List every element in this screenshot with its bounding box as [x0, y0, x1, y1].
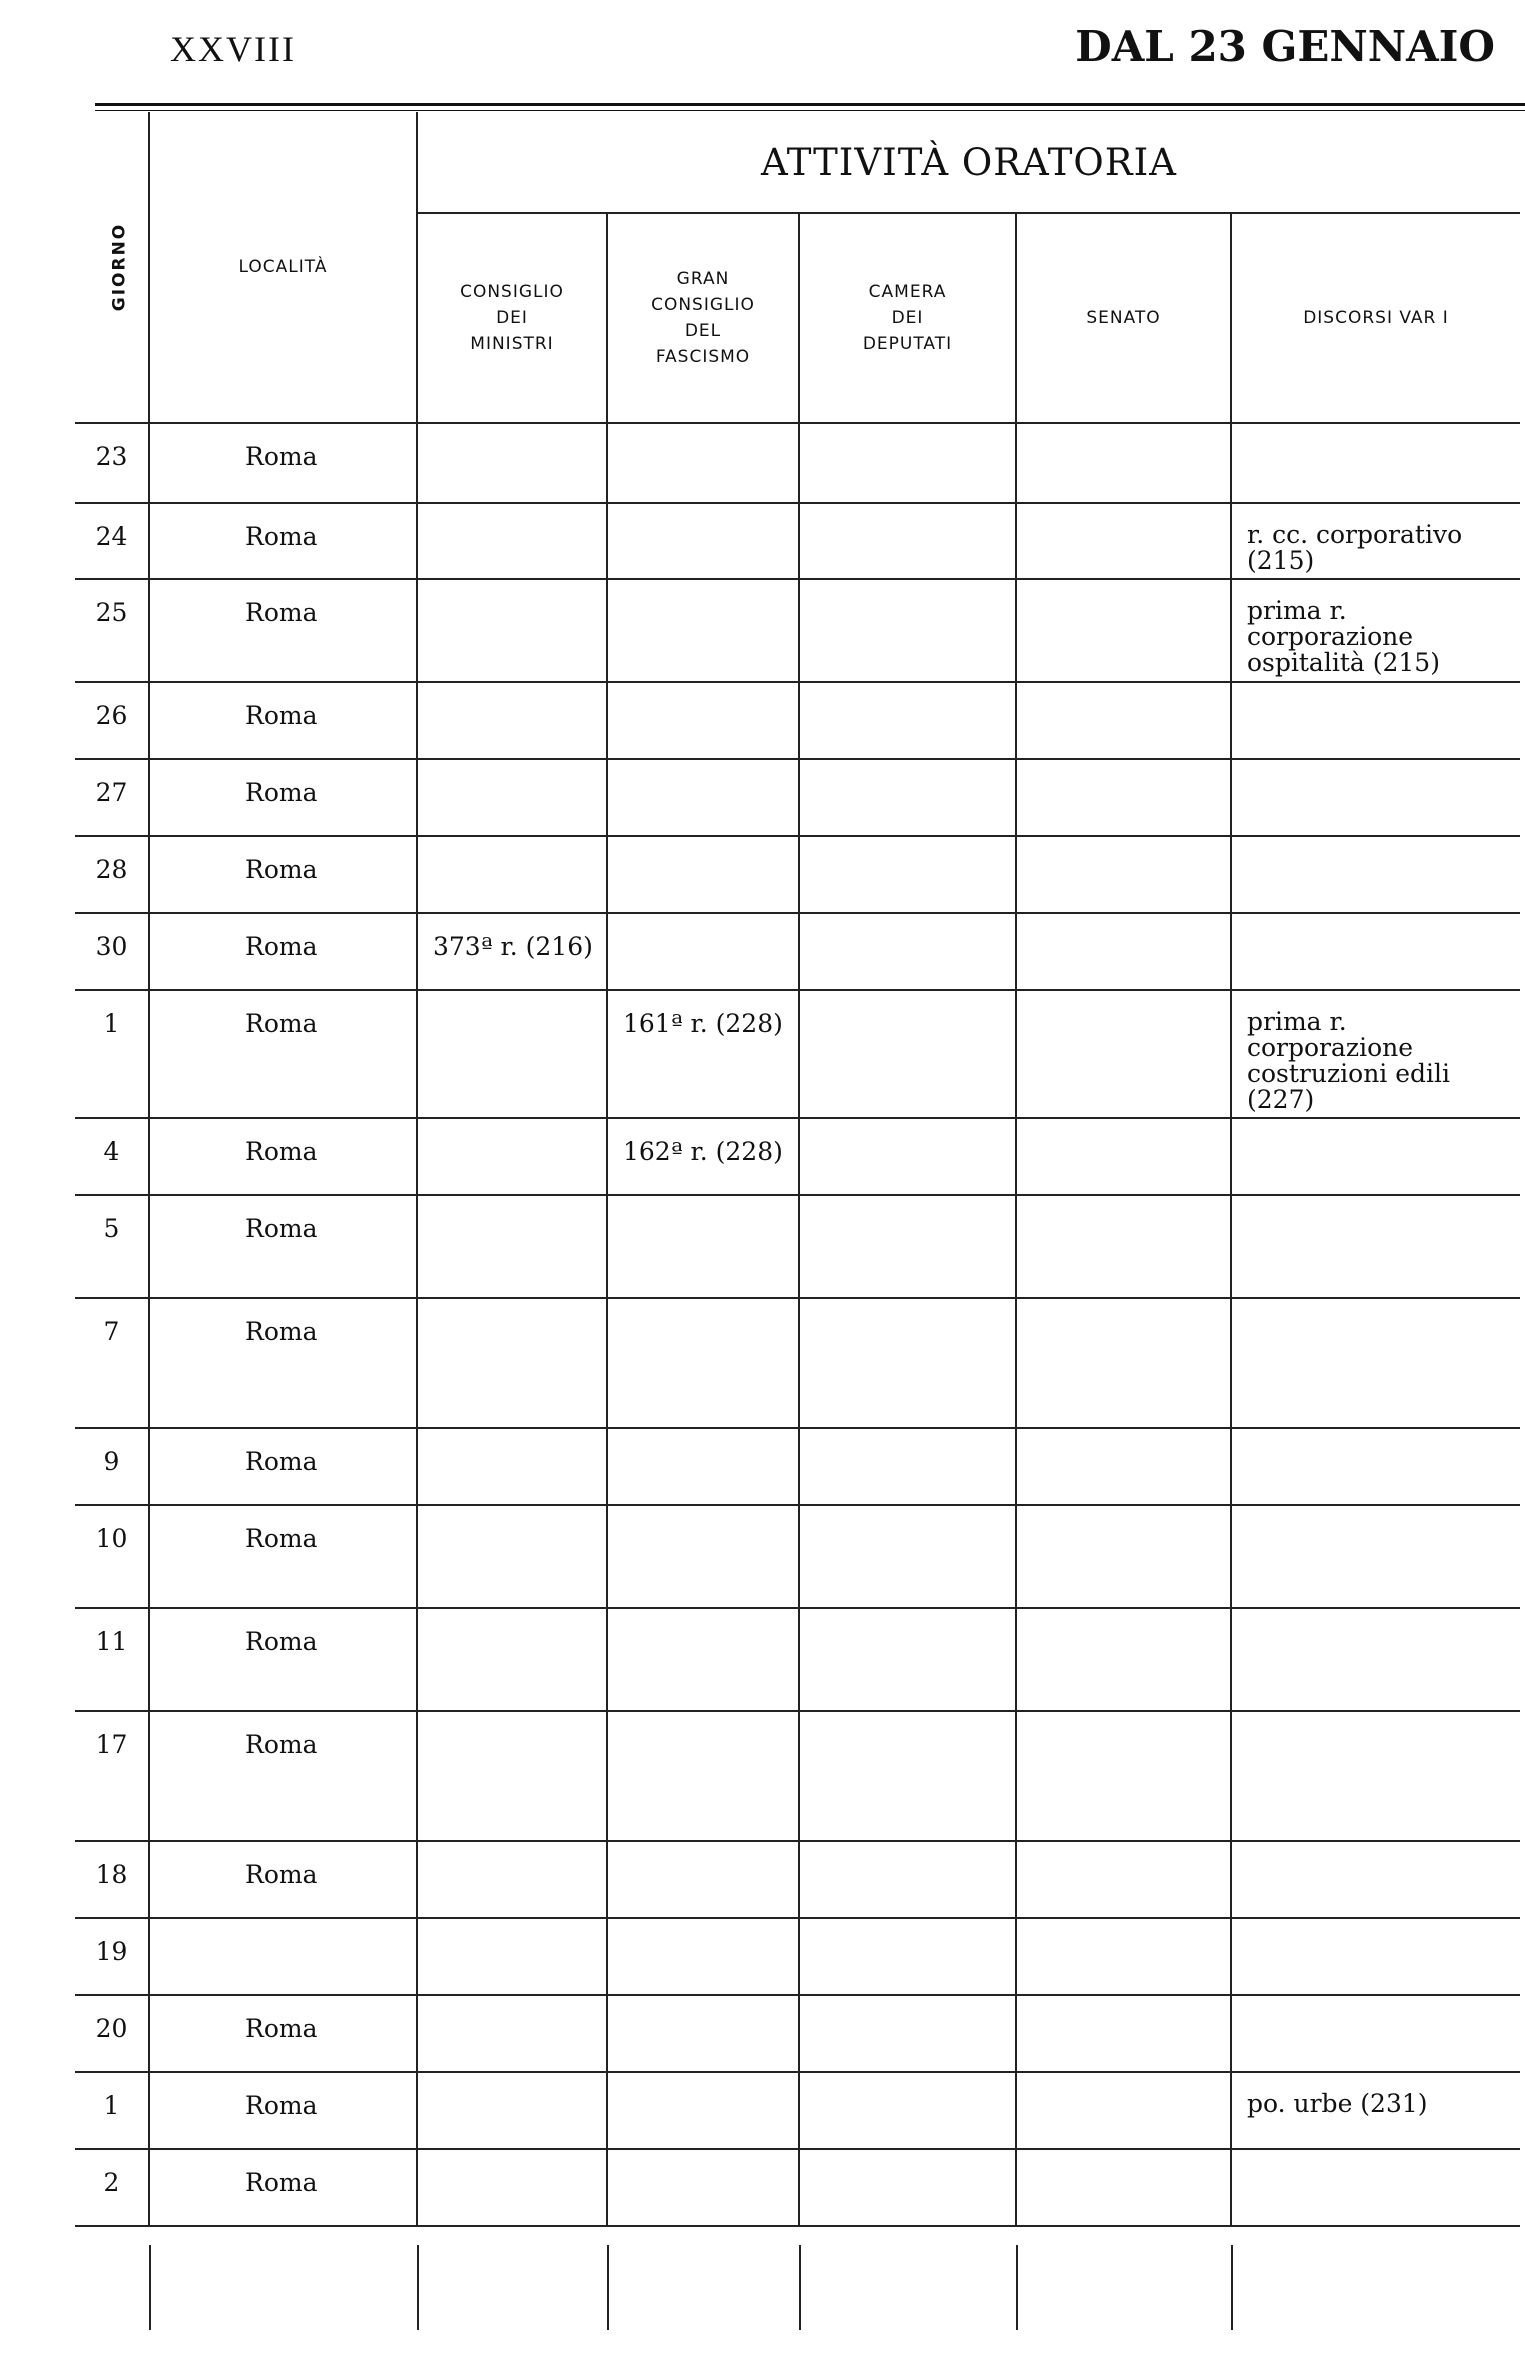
discorso-line: costruzioni edili (227) — [1247, 1059, 1451, 1114]
trailing-rule — [1231, 2245, 1233, 2330]
cell-gran-consiglio — [607, 2072, 799, 2149]
cell-camera — [799, 1711, 1016, 1841]
attivita-table — [75, 112, 1520, 2227]
table-row — [75, 759, 1520, 836]
table-row — [75, 990, 1520, 1118]
cell-giorno: 30 — [75, 913, 149, 990]
table-row — [75, 423, 1520, 503]
cell-discorsi-vari — [1231, 1195, 1520, 1298]
table-trailing-rules — [75, 2245, 1520, 2330]
cell-discorsi-vari — [1231, 1298, 1520, 1428]
table-row — [75, 1608, 1520, 1711]
cell-gran-consiglio — [607, 1195, 799, 1298]
cell-consiglio-ministri — [417, 990, 607, 1118]
cell-consiglio-ministri — [417, 1995, 607, 2072]
cell-discorsi-vari — [1231, 759, 1520, 836]
cell-camera — [799, 1195, 1016, 1298]
cell-giorno: 1 — [75, 2072, 149, 2149]
cell-gran-consiglio — [607, 836, 799, 913]
cell-consiglio-ministri — [417, 1918, 607, 1995]
cell-discorsi-vari — [1231, 1995, 1520, 2072]
cell-gran-consiglio: 162ª r. (228) — [607, 1118, 799, 1195]
cell-gran-consiglio — [607, 1841, 799, 1918]
cell-localita: Roma — [149, 1841, 417, 1918]
header-line: SENATO — [1086, 308, 1161, 328]
cell-discorsi-vari — [1231, 2149, 1520, 2226]
header-line: CONSIGLIO — [651, 295, 755, 315]
trailing-rule — [417, 2245, 419, 2330]
cell-camera — [799, 759, 1016, 836]
cell-senato — [1016, 503, 1231, 579]
header-discorsi-vari — [1231, 213, 1520, 423]
cell-giorno: 4 — [75, 1118, 149, 1195]
cell-camera — [799, 579, 1016, 682]
header-attivita-oratoria: ATTIVITÀ ORATORIA — [417, 112, 1520, 213]
cell-consiglio-ministri — [417, 503, 607, 579]
cell-consiglio-ministri — [417, 682, 607, 759]
cell-consiglio-ministri — [417, 759, 607, 836]
cell-localita: Roma — [149, 1428, 417, 1505]
header-senato — [1016, 213, 1231, 423]
cell-gran-consiglio — [607, 2149, 799, 2226]
table-row — [75, 579, 1520, 682]
table-row — [75, 682, 1520, 759]
cell-gran-consiglio — [607, 1995, 799, 2072]
cell-senato — [1016, 1118, 1231, 1195]
header-line: MINISTRI — [470, 334, 554, 354]
cell-camera — [799, 1428, 1016, 1505]
cell-consiglio-ministri — [417, 1298, 607, 1428]
cell-giorno: 19 — [75, 1918, 149, 1995]
cell-giorno: 24 — [75, 503, 149, 579]
table-row — [75, 1505, 1520, 1608]
cell-senato — [1016, 1608, 1231, 1711]
trailing-rule — [149, 2245, 151, 2330]
header-line: CONSIGLIO — [460, 282, 564, 302]
cell-gran-consiglio — [607, 682, 799, 759]
discorso-line: prima r. corporazione — [1247, 1007, 1414, 1062]
cell-senato — [1016, 1841, 1231, 1918]
cell-consiglio-ministri — [417, 579, 607, 682]
cell-senato — [1016, 990, 1231, 1118]
table-row — [75, 1118, 1520, 1195]
top-rule — [95, 103, 1525, 106]
cell-senato — [1016, 759, 1231, 836]
cell-camera — [799, 2072, 1016, 2149]
cell-giorno: 7 — [75, 1298, 149, 1428]
cell-senato — [1016, 2072, 1231, 2149]
cell-camera — [799, 1918, 1016, 1995]
cell-discorsi-vari — [1231, 1918, 1520, 1995]
cell-localita: Roma — [149, 1505, 417, 1608]
cell-consiglio-ministri — [417, 2072, 607, 2149]
cell-camera — [799, 682, 1016, 759]
cell-gran-consiglio — [607, 423, 799, 503]
header-line: GRAN — [676, 269, 730, 289]
cell-discorsi-vari — [1231, 1608, 1520, 1711]
cell-consiglio-ministri — [417, 1118, 607, 1195]
cell-discorsi-vari — [1231, 1841, 1520, 1918]
header-line: DEPUTATI — [862, 334, 953, 354]
cell-consiglio-ministri — [417, 1711, 607, 1841]
cell-giorno: 9 — [75, 1428, 149, 1505]
cell-gran-consiglio — [607, 913, 799, 990]
cell-camera — [799, 1841, 1016, 1918]
table-row — [75, 2072, 1520, 2149]
cell-localita: Roma — [149, 1995, 417, 2072]
header-line: CAMERA — [868, 282, 947, 302]
table-row — [75, 836, 1520, 913]
cell-discorsi-vari — [1231, 579, 1520, 682]
cell-localita: Roma — [149, 1608, 417, 1711]
cell-camera — [799, 503, 1016, 579]
cell-senato — [1016, 579, 1231, 682]
cell-senato — [1016, 2149, 1231, 2226]
cell-gran-consiglio — [607, 503, 799, 579]
cell-discorsi-vari — [1231, 836, 1520, 913]
cell-senato — [1016, 682, 1231, 759]
cell-gran-consiglio — [607, 1505, 799, 1608]
cell-consiglio-ministri — [417, 423, 607, 503]
trailing-rule — [1016, 2245, 1018, 2330]
cell-giorno: 5 — [75, 1195, 149, 1298]
cell-discorsi-vari — [1231, 423, 1520, 503]
cell-giorno: 10 — [75, 1505, 149, 1608]
cell-senato — [1016, 1195, 1231, 1298]
cell-senato — [1016, 1918, 1231, 1995]
cell-camera — [799, 1505, 1016, 1608]
cell-camera — [799, 423, 1016, 503]
cell-camera — [799, 836, 1016, 913]
cell-senato — [1016, 423, 1231, 503]
table-row — [75, 1711, 1520, 1841]
header-line: DEI — [891, 308, 924, 328]
cell-gran-consiglio — [607, 1428, 799, 1505]
cell-giorno: 2 — [75, 2149, 149, 2226]
cell-localita: Roma — [149, 503, 417, 579]
trailing-rule — [799, 2245, 801, 2330]
table-row — [75, 2149, 1520, 2226]
cell-giorno: 17 — [75, 1711, 149, 1841]
cell-localita: Roma — [149, 990, 417, 1118]
table-row — [75, 913, 1520, 990]
cell-camera — [799, 1608, 1016, 1711]
cell-gran-consiglio — [607, 759, 799, 836]
trailing-rule — [607, 2245, 609, 2330]
cell-camera — [799, 913, 1016, 990]
cell-senato — [1016, 913, 1231, 990]
cell-giorno: 28 — [75, 836, 149, 913]
cell-senato — [1016, 1995, 1231, 2072]
cell-discorsi-vari — [1231, 1428, 1520, 1505]
cell-discorsi-vari — [1231, 1711, 1520, 1841]
cell-consiglio-ministri — [417, 1195, 607, 1298]
table-row — [75, 1841, 1520, 1918]
cell-localita: Roma — [149, 682, 417, 759]
cell-senato — [1016, 1298, 1231, 1428]
header-giorno-label: GIORNO — [109, 222, 130, 312]
cell-localita: Roma — [149, 1195, 417, 1298]
cell-discorsi-vari — [1231, 1118, 1520, 1195]
cell-discorsi-vari — [1231, 1505, 1520, 1608]
cell-camera — [799, 2149, 1016, 2226]
header-giorno — [75, 112, 149, 423]
cell-gran-consiglio — [607, 1298, 799, 1428]
header-localita: LOCALITÀ — [149, 112, 417, 423]
cell-giorno: 20 — [75, 1995, 149, 2072]
header-gran-consiglio — [607, 213, 799, 423]
cell-localita: Roma — [149, 836, 417, 913]
cell-localita: Roma — [149, 2149, 417, 2226]
cell-gran-consiglio — [607, 579, 799, 682]
table-row — [75, 1995, 1520, 2072]
table-row — [75, 1918, 1520, 1995]
table-row — [75, 503, 1520, 579]
header-line: DISCORSI VAR I — [1303, 308, 1449, 328]
cell-giorno: 18 — [75, 1841, 149, 1918]
cell-senato — [1016, 1505, 1231, 1608]
table-body — [75, 423, 1520, 2226]
header-consiglio-dei-ministri — [417, 213, 607, 423]
cell-localita: Roma — [149, 2072, 417, 2149]
cell-discorsi-vari — [1231, 990, 1520, 1118]
cell-camera — [799, 1995, 1016, 2072]
page-number: XXVIII — [170, 29, 296, 69]
cell-consiglio-ministri — [417, 1428, 607, 1505]
cell-senato — [1016, 1711, 1231, 1841]
top-rule-thin — [95, 110, 1525, 111]
discorso-line: prima r. corporazione — [1247, 596, 1414, 651]
cell-giorno: 11 — [75, 1608, 149, 1711]
cell-localita: Roma — [149, 1298, 417, 1428]
header-camera-dei-deputati — [799, 213, 1016, 423]
cell-giorno: 23 — [75, 423, 149, 503]
cell-consiglio-ministri — [417, 1505, 607, 1608]
cell-giorno: 27 — [75, 759, 149, 836]
cell-localita: Roma — [149, 1118, 417, 1195]
cell-gran-consiglio: 161ª r. (228) — [607, 990, 799, 1118]
cell-consiglio-ministri — [417, 2149, 607, 2226]
cell-camera — [799, 990, 1016, 1118]
cell-camera — [799, 1298, 1016, 1428]
cell-consiglio-ministri — [417, 1841, 607, 1918]
cell-localita: Roma — [149, 579, 417, 682]
discorso-line: ospitalità (215) — [1247, 648, 1440, 677]
cell-localita: Roma — [149, 1711, 417, 1841]
cell-consiglio-ministri — [417, 1608, 607, 1711]
running-head: DAL 23 GENNAIO — [1075, 22, 1495, 71]
cell-discorsi-vari — [1231, 2072, 1520, 2149]
table-row — [75, 1298, 1520, 1428]
discorso-line: r. cc. corporativo (215) — [1247, 520, 1463, 575]
discorso-line: po. urbe (231) — [1247, 2089, 1428, 2118]
cell-consiglio-ministri: 373ª r. (216) — [417, 913, 607, 990]
cell-camera — [799, 1118, 1016, 1195]
cell-discorsi-vari — [1231, 682, 1520, 759]
cell-giorno: 25 — [75, 579, 149, 682]
cell-gran-consiglio — [607, 1711, 799, 1841]
cell-gran-consiglio — [607, 1918, 799, 1995]
cell-localita: Roma — [149, 913, 417, 990]
cell-consiglio-ministri — [417, 836, 607, 913]
cell-gran-consiglio — [607, 1608, 799, 1711]
cell-senato — [1016, 1428, 1231, 1505]
header-line: FASCISMO — [655, 347, 751, 367]
table-row — [75, 1428, 1520, 1505]
cell-localita: Roma — [149, 423, 417, 503]
cell-localita: Roma — [149, 759, 417, 836]
cell-localita — [149, 1918, 417, 1995]
cell-giorno: 26 — [75, 682, 149, 759]
cell-discorsi-vari — [1231, 913, 1520, 990]
cell-giorno: 1 — [75, 990, 149, 1118]
table-row — [75, 1195, 1520, 1298]
cell-senato — [1016, 836, 1231, 913]
header-line: DEL — [684, 321, 722, 341]
cell-discorsi-vari — [1231, 503, 1520, 579]
header-line: DEI — [496, 308, 528, 328]
